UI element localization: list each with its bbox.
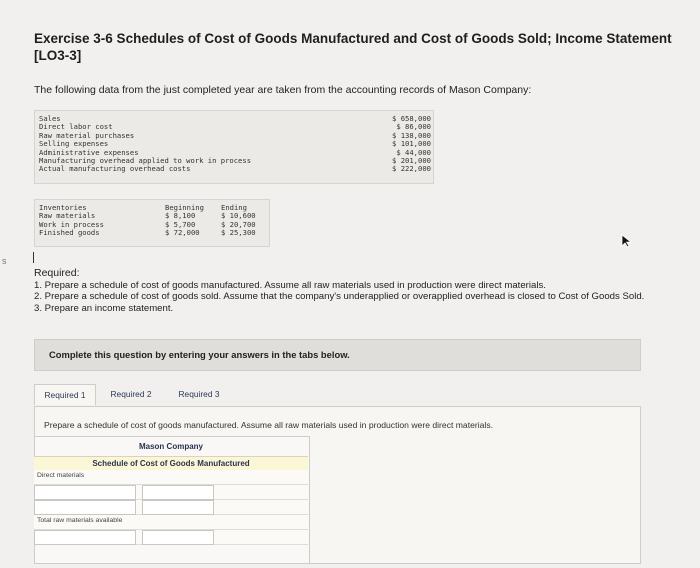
text-caret: [33, 252, 34, 263]
inventories-header: Inventories: [39, 203, 87, 212]
tab-required-2[interactable]: Required 2: [110, 389, 152, 399]
amount-input[interactable]: [142, 530, 214, 545]
requirement-item: 2. Prepare a schedule of cost of goods sold. Assume that the company's underapplied or overapplied overhead is closed to Cost of Goods Sold.: [34, 291, 645, 303]
data-label: Raw material purchases: [39, 130, 135, 140]
required-heading: Required:: [34, 267, 80, 279]
ending-value: $ 10,600: [221, 211, 256, 221]
ending-value: $ 25,300: [221, 228, 256, 238]
line-item-input[interactable]: [34, 500, 136, 515]
inventory-label: Finished goods: [39, 228, 100, 238]
inventories-label-col: [39, 204, 104, 238]
row-label: Total raw materials available: [37, 517, 123, 524]
data-value: $ 101,000: [392, 139, 431, 149]
banner-text: Complete this question by entering your answers in the tabs below.: [49, 349, 350, 360]
data-label: Sales: [39, 114, 61, 123]
line-item-input[interactable]: [34, 530, 136, 545]
schedule-title: Schedule of Cost of Goods Manufactured: [34, 456, 308, 471]
data-table-labels: [39, 115, 251, 174]
requirement-item: 3. Prepare an income statement.: [34, 302, 174, 314]
row-label: Direct materials: [37, 472, 85, 479]
line-item-input[interactable]: [34, 485, 136, 500]
side-mark: s: [2, 256, 7, 266]
data-table-values: [387, 115, 431, 174]
data-value: $ 138,000: [392, 130, 431, 140]
schedule-row: [34, 500, 308, 515]
ending-col: [221, 204, 256, 238]
data-label: Direct labor cost: [39, 122, 113, 132]
tab-required-3[interactable]: Required 3: [178, 389, 220, 399]
inventories-table: [34, 199, 270, 247]
beginning-value: $ 5,700: [165, 219, 196, 229]
requirement-item: 1. Prepare a schedule of cost of goods manufactured. Assume all raw materials used in production were direct materials.: [34, 280, 546, 291]
ending-header: Ending: [221, 203, 247, 212]
data-value: $ 86,000: [396, 122, 431, 132]
instructions-banner: [34, 339, 641, 371]
data-value: $ 44,000: [396, 147, 431, 157]
requirements-list: [34, 280, 664, 314]
schedule-row: [34, 485, 308, 500]
data-label: Actual manufacturing overhead costs: [39, 164, 191, 174]
exercise-title: Exercise 3-6 Schedules of Cost of Goods Manufactured and Cost of Goods Sold; Income Statement [LO3-3]: [34, 31, 672, 63]
schedule-row: [34, 530, 308, 545]
inventory-label: Raw materials: [39, 211, 96, 221]
mouse-cursor-icon: [621, 234, 633, 248]
schedule-row: [34, 515, 308, 530]
amount-input[interactable]: [142, 485, 214, 500]
beginning-value: $ 8,100: [165, 211, 196, 221]
data-label: Selling expenses: [39, 139, 109, 149]
beginning-value: $ 72,000: [165, 228, 200, 238]
inventory-label: Work in process: [39, 219, 104, 229]
data-value: $ 201,000: [392, 156, 431, 166]
amount-input[interactable]: [142, 500, 214, 515]
data-value: $ 658,000: [392, 114, 431, 123]
data-value: $ 222,000: [392, 164, 431, 174]
data-table: [34, 110, 434, 184]
beginning-header: Beginning: [165, 203, 204, 212]
company-name: Mason Company: [138, 442, 203, 451]
ending-value: $ 20,700: [221, 219, 256, 229]
panel-prompt: Prepare a schedule of cost of goods manufactured. Assume all raw materials used in production were direct materials.: [44, 420, 494, 430]
intro-text: The following data from the just completed year are taken from the accounting records of Mason Company:: [34, 84, 532, 96]
beginning-col: [165, 204, 204, 238]
tab-required-1[interactable]: Required 1: [34, 384, 96, 405]
data-label: Administrative expenses: [39, 147, 139, 157]
data-label: Manufacturing overhead applied to work in process: [39, 156, 252, 166]
schedule-row: [34, 470, 308, 485]
